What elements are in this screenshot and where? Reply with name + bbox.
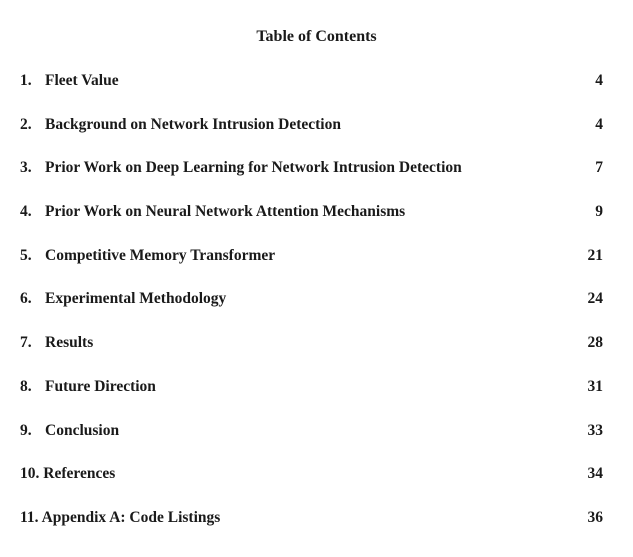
toc-entry-label: Prior Work on Deep Learning for Network Intrusion Detection <box>45 159 462 177</box>
toc-entry-page: 34 <box>587 465 603 483</box>
toc-entry-appendix-a <box>20 507 603 551</box>
toc-entry-number: 10. <box>20 465 40 483</box>
toc-entry-page: 4 <box>595 115 603 133</box>
toc-entry-label: Future Direction <box>45 377 156 395</box>
toc-entry-page: 28 <box>587 334 603 352</box>
toc-entry-prior-work-deep-learning <box>20 157 603 201</box>
toc-entry-experimental-methodology <box>20 288 603 332</box>
toc-entry-page: 24 <box>587 290 603 308</box>
toc-entry-label: Results <box>45 334 94 352</box>
toc-entry-label-text: References <box>43 465 116 483</box>
toc-entry-background <box>20 114 603 158</box>
toc-entry-number: 9. <box>20 421 32 439</box>
toc-entry-number: 6. <box>20 290 32 308</box>
toc-entry-fleet-value <box>20 70 603 114</box>
toc-entry-number: 5. <box>20 246 32 264</box>
toc-entry-number: 1. <box>20 72 32 89</box>
toc-entry-prior-work-attention <box>20 201 603 245</box>
toc-entry-page: 31 <box>587 377 603 395</box>
toc-entry-future-direction <box>20 376 603 420</box>
toc-entry-page: 21 <box>587 246 603 264</box>
toc-entry-label: Fleet Value <box>45 72 119 89</box>
toc-entry-label: Competitive Memory Transformer <box>45 246 276 264</box>
toc-entry-page: 36 <box>587 508 603 526</box>
toc-entry-label-text: Appendix A: Code Listings <box>41 508 221 526</box>
toc-list <box>20 70 603 551</box>
toc-entry-number: 3. <box>20 159 32 177</box>
toc-entry-page: 9 <box>595 203 603 221</box>
toc-entry-page: 7 <box>595 159 603 177</box>
toc-entry-references <box>20 463 603 507</box>
toc-entry-results <box>20 332 603 376</box>
toc-entry-label: Conclusion <box>45 421 120 439</box>
toc-entry-number: 8. <box>20 377 32 395</box>
toc-entry-competitive-memory-transformer <box>20 245 603 289</box>
toc-entry-number: 7. <box>20 334 32 352</box>
toc-entry-number: 11. <box>20 508 39 526</box>
toc-title: Table of Contents <box>256 28 377 45</box>
toc-entry-page: 33 <box>587 421 603 439</box>
toc-entry-page: 4 <box>595 72 603 89</box>
toc-entry-label: Experimental Methodology <box>45 290 227 308</box>
toc-entry-number: 4. <box>20 203 32 221</box>
toc-entry-label: Prior Work on Neural Network Attention Mechanisms <box>45 203 406 221</box>
toc-entry-label <box>20 507 220 529</box>
toc-entry-label: Background on Network Intrusion Detection <box>45 115 341 133</box>
toc-entry-conclusion <box>20 420 603 464</box>
toc-entry-label <box>20 463 115 485</box>
toc-entry-number: 2. <box>20 115 32 133</box>
